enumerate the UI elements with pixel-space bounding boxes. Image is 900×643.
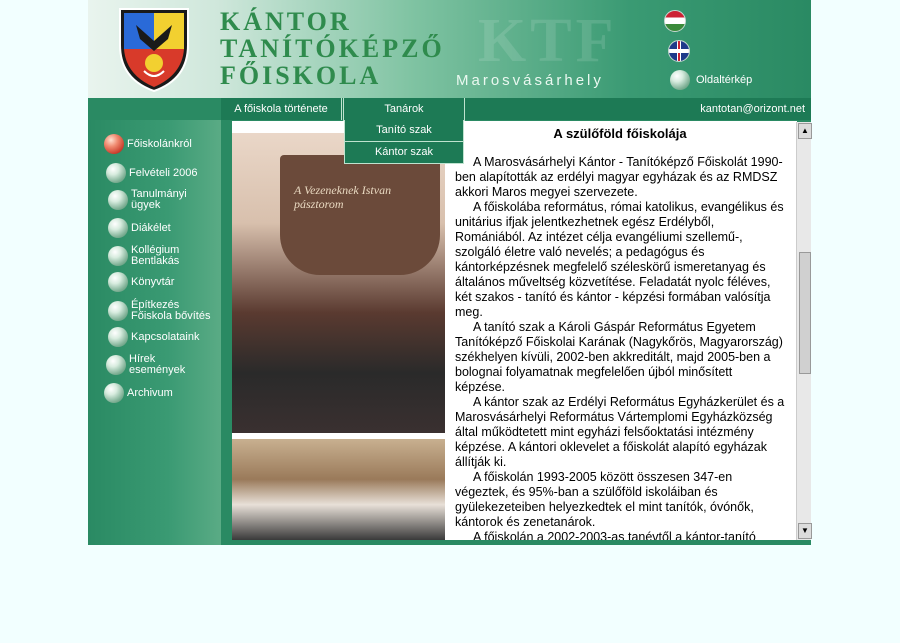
- scroll-down-arrow-icon[interactable]: ▼: [798, 523, 812, 539]
- header-banner: [88, 0, 811, 98]
- choir-photo: [232, 133, 445, 433]
- article: [455, 126, 785, 540]
- bullet-icon: [108, 301, 128, 321]
- sidebar-item-label: Építkezés Főiskola bővítés: [131, 299, 211, 322]
- bullet-icon: [106, 163, 126, 183]
- dropdown-item-teacher-major[interactable]: Tanító szak: [344, 120, 464, 142]
- sidebar-item-dormitory[interactable]: [108, 245, 200, 267]
- dropdown-item-cantor-major[interactable]: Kántor szak: [344, 142, 464, 164]
- sidebar-item-studies[interactable]: [108, 189, 208, 211]
- bullet-icon: [108, 272, 128, 292]
- bullet-icon: [104, 383, 124, 403]
- article-title: A szülőföld főiskolája: [553, 126, 687, 141]
- bullet-icon: [106, 355, 126, 375]
- sitemap-bullet-icon: [670, 70, 690, 90]
- article-paragraph: A tanító szak a Károli Gáspár Református Egyetem Tanítóképző Főiskolai Karának (Nagykőrös, Magyarország) székhelyen kívüli, 2002-ben akkreditált, majd 2005-ben a bolognai folyamatnak megfelelően újból minősített képzése.: [455, 320, 783, 394]
- sidebar-item-label: Kollégium Bentlakás: [131, 244, 180, 267]
- scroll-up-arrow-icon[interactable]: ▲: [798, 123, 812, 139]
- bullet-icon: [108, 246, 128, 266]
- sidebar-menu: [88, 120, 221, 545]
- college-name-line-3: FŐISKOLA: [220, 61, 382, 90]
- article-paragraph: A Marosvásárhelyi Kántor - Tanítóképző Főiskolát 1990-ben alapították az erdélyi magyar egyházak és az RMDSZ akkori Maros megyei szervezete.: [455, 155, 783, 199]
- article-paragraph: A főiskolába református, római katolikus, evangélikus és unitárius ifjak jelentkezhetnek egész Erdélyből, Romániából. Az intézet célja evangéliumi szellemű-, szolgáló életre való nevelés; a pedagógus és kántorképzésnek megfelelő széleskörű ismeretanyag és általános műveltség közvetítése. Feladatát nyolc féléves, két szakos - tanító és kántor - képzési formában valósítja meg.: [455, 200, 784, 319]
- active-bullet-icon: [104, 134, 124, 154]
- pulpit-drapery: [280, 155, 440, 275]
- nav-history[interactable]: A főiskola története: [221, 98, 342, 120]
- sidebar-item-label: Tanulmányi ügyek: [131, 188, 187, 211]
- sidebar-item-label: Könyvtár: [131, 275, 175, 288]
- sidebar-item-about[interactable]: [104, 134, 192, 154]
- article-paragraph: A főiskolán a 2002-2003-as tanévtől a kántor-tanító: [473, 530, 756, 540]
- article-paragraph: A kántor szak az Erdélyi Református Egyházkerület és a Marosvásárhelyi Református Vártemplomi Egyházközség által működtetett mint egyházi felsőoktatási intézmény képzése. A kántori oklevelet a főiskolát alapító egyházak állítják ki.: [455, 395, 785, 469]
- teachers-dropdown-menu: [344, 120, 464, 164]
- sidebar-item-label: Hírek események: [129, 353, 186, 376]
- sidebar-item-label: Archivum: [127, 386, 173, 399]
- sidebar-item-label: Kapcsolataink: [131, 330, 200, 343]
- contact-email-link[interactable]: kantotan@orizont.net: [700, 103, 805, 115]
- pulpit-inscription: A Vezeneknek Istvan pásztorom: [294, 183, 392, 211]
- college-name: [220, 8, 445, 89]
- sidebar-item-label: Diákélet: [131, 221, 171, 234]
- english-flag-icon[interactable]: [668, 40, 690, 62]
- group-photo: [232, 439, 445, 540]
- hungarian-flag-icon[interactable]: [664, 10, 686, 32]
- bullet-icon: [108, 218, 128, 238]
- banner-watermark: KTF: [478, 7, 618, 75]
- college-name-line-1: KÁNTOR: [220, 7, 352, 36]
- sitemap-label: Oldaltérkép: [696, 74, 753, 86]
- city-label: Marosvásárhely: [456, 72, 604, 89]
- content-scrollbar[interactable]: [796, 122, 811, 540]
- sidebar-item-label: Felvételi 2006: [129, 166, 198, 179]
- scroll-thumb[interactable]: [799, 252, 811, 374]
- sidebar-item-news[interactable]: [106, 354, 196, 376]
- sidebar-item-student-life[interactable]: [108, 218, 171, 238]
- college-name-line-2: TANÍTÓKÉPZŐ: [220, 34, 445, 63]
- sidebar-item-label: Főiskolánkról: [127, 137, 192, 150]
- article-paragraph: A főiskolán 1993-2005 között összesen 347-en végeztek, és 95%-ban a szülőföld iskoláiban és gyülekezeteiben helyezkedtek el mint tanítók, óvónők, kántorok és zenetanárok.: [455, 470, 754, 529]
- sidebar-item-admission[interactable]: [106, 163, 198, 183]
- top-navigation: [221, 98, 811, 120]
- sitemap-link[interactable]: [670, 70, 752, 90]
- sidebar-item-construction[interactable]: [108, 300, 220, 322]
- sidebar-item-archive[interactable]: [104, 383, 173, 403]
- college-crest-logo: [116, 5, 192, 93]
- bullet-icon: [108, 190, 128, 210]
- bullet-icon: [108, 327, 128, 347]
- nav-teachers[interactable]: Tanárok: [343, 98, 465, 121]
- sidebar-item-library[interactable]: [108, 272, 174, 292]
- sidebar-item-contacts[interactable]: [108, 327, 200, 347]
- main-content: [232, 121, 797, 540]
- site-frame: [88, 0, 811, 545]
